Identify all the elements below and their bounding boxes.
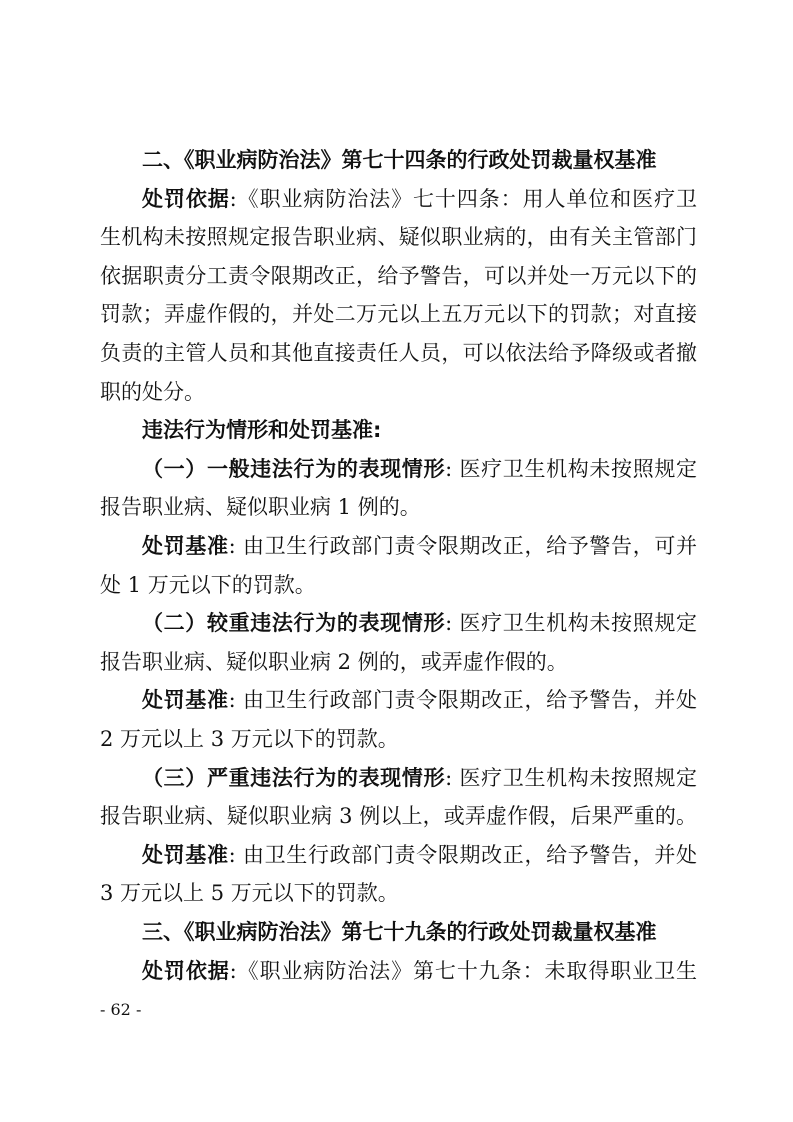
body-text: 处 1 万元以下的罚款。: [100, 572, 316, 597]
text-line: [142, 454, 697, 484]
text-line: [142, 531, 697, 561]
text-line: [100, 647, 697, 677]
body-text: : 医疗卫生机构未按照规定: [445, 611, 698, 636]
text-line: [142, 685, 697, 715]
text-line: [100, 724, 697, 754]
text-line: [142, 917, 697, 947]
text-line: [142, 956, 697, 986]
text-line: [100, 377, 697, 407]
bold-heading-text: （三）严重违法行为的表现情形: [142, 765, 446, 790]
bold-heading-text: 处罚依据: [142, 186, 230, 211]
text-line: [142, 145, 697, 175]
text-line: [100, 878, 697, 908]
body-text: 罚款；弄虚作假的，并处二万元以上五万元以下的罚款；对直接: [100, 302, 697, 327]
bold-heading-text: （二）较重违法行为的表现情形: [142, 611, 446, 636]
body-text: 报告职业病、疑似职业病 2 例的，或弄虚作假的。: [100, 649, 568, 674]
bold-heading-text: 处罚依据: [142, 958, 230, 983]
text-line: [100, 801, 697, 831]
text-line: [142, 184, 697, 214]
bold-heading-text: 处罚基准: [142, 534, 229, 558]
bold-heading-text: 处罚基准: [142, 688, 229, 713]
bold-heading-text: 处罚基准: [142, 842, 229, 867]
body-text: :《职业病防治法》第七十九条：未取得职业卫生: [229, 958, 697, 983]
text-line: [100, 261, 697, 291]
text-line: [142, 763, 697, 793]
text-line: [100, 299, 697, 329]
body-text: 职的处分。: [100, 379, 205, 404]
bold-heading-text: 三、《职业病防治法》第七十九条的行政处罚裁量权基准: [142, 920, 657, 944]
body-text: 依据职责分工责令限期改正，给予警告，可以并处一万元以下的: [100, 263, 697, 288]
body-text: :《职业病防治法》七十四条：用人单位和医疗卫: [229, 186, 697, 211]
body-text: 生机构未按照规定报告职业病、疑似职业病的，由有关主管部门: [100, 225, 697, 250]
text-line: [142, 608, 697, 638]
text-line: [100, 492, 697, 522]
text-line: [100, 570, 697, 600]
page-number: - 62 -: [100, 1000, 142, 1019]
text-line: [100, 338, 697, 368]
bold-heading-text: （一）一般违法行为的表现情形: [142, 456, 446, 481]
body-text: : 由卫生行政部门责令限期改正，给予警告，并处: [228, 688, 698, 713]
body-text: 报告职业病、疑似职业病 3 例以上，或弄虚作假，后果严重的。: [100, 804, 697, 829]
body-text: : 由卫生行政部门责令限期改正，给予警告，并处: [228, 842, 698, 867]
bold-heading-text: 二、《职业病防治法》第七十四条的行政处罚裁量权基准: [142, 148, 657, 172]
body-text: 2 万元以上 3 万元以下的罚款。: [100, 727, 399, 751]
body-text: 负责的主管人员和其他直接责任人员，可以依法给予降级或者撤: [100, 341, 697, 365]
body-text: 3 万元以上 5 万元以下的罚款。: [100, 881, 399, 906]
body-text: : 由卫生行政部门责令限期改正，给予警告，可并: [228, 534, 698, 558]
text-line: [142, 415, 697, 445]
text-line: [142, 840, 697, 870]
body-text: : 医疗卫生机构未按照规定: [445, 456, 698, 481]
body-text: 报告职业病、疑似职业病 1 例的。: [100, 495, 421, 520]
body-text: : 医疗卫生机构未按照规定: [445, 765, 698, 790]
text-line: [100, 222, 697, 252]
bold-heading-text: 违法行为情形和处罚基准:: [142, 418, 382, 443]
